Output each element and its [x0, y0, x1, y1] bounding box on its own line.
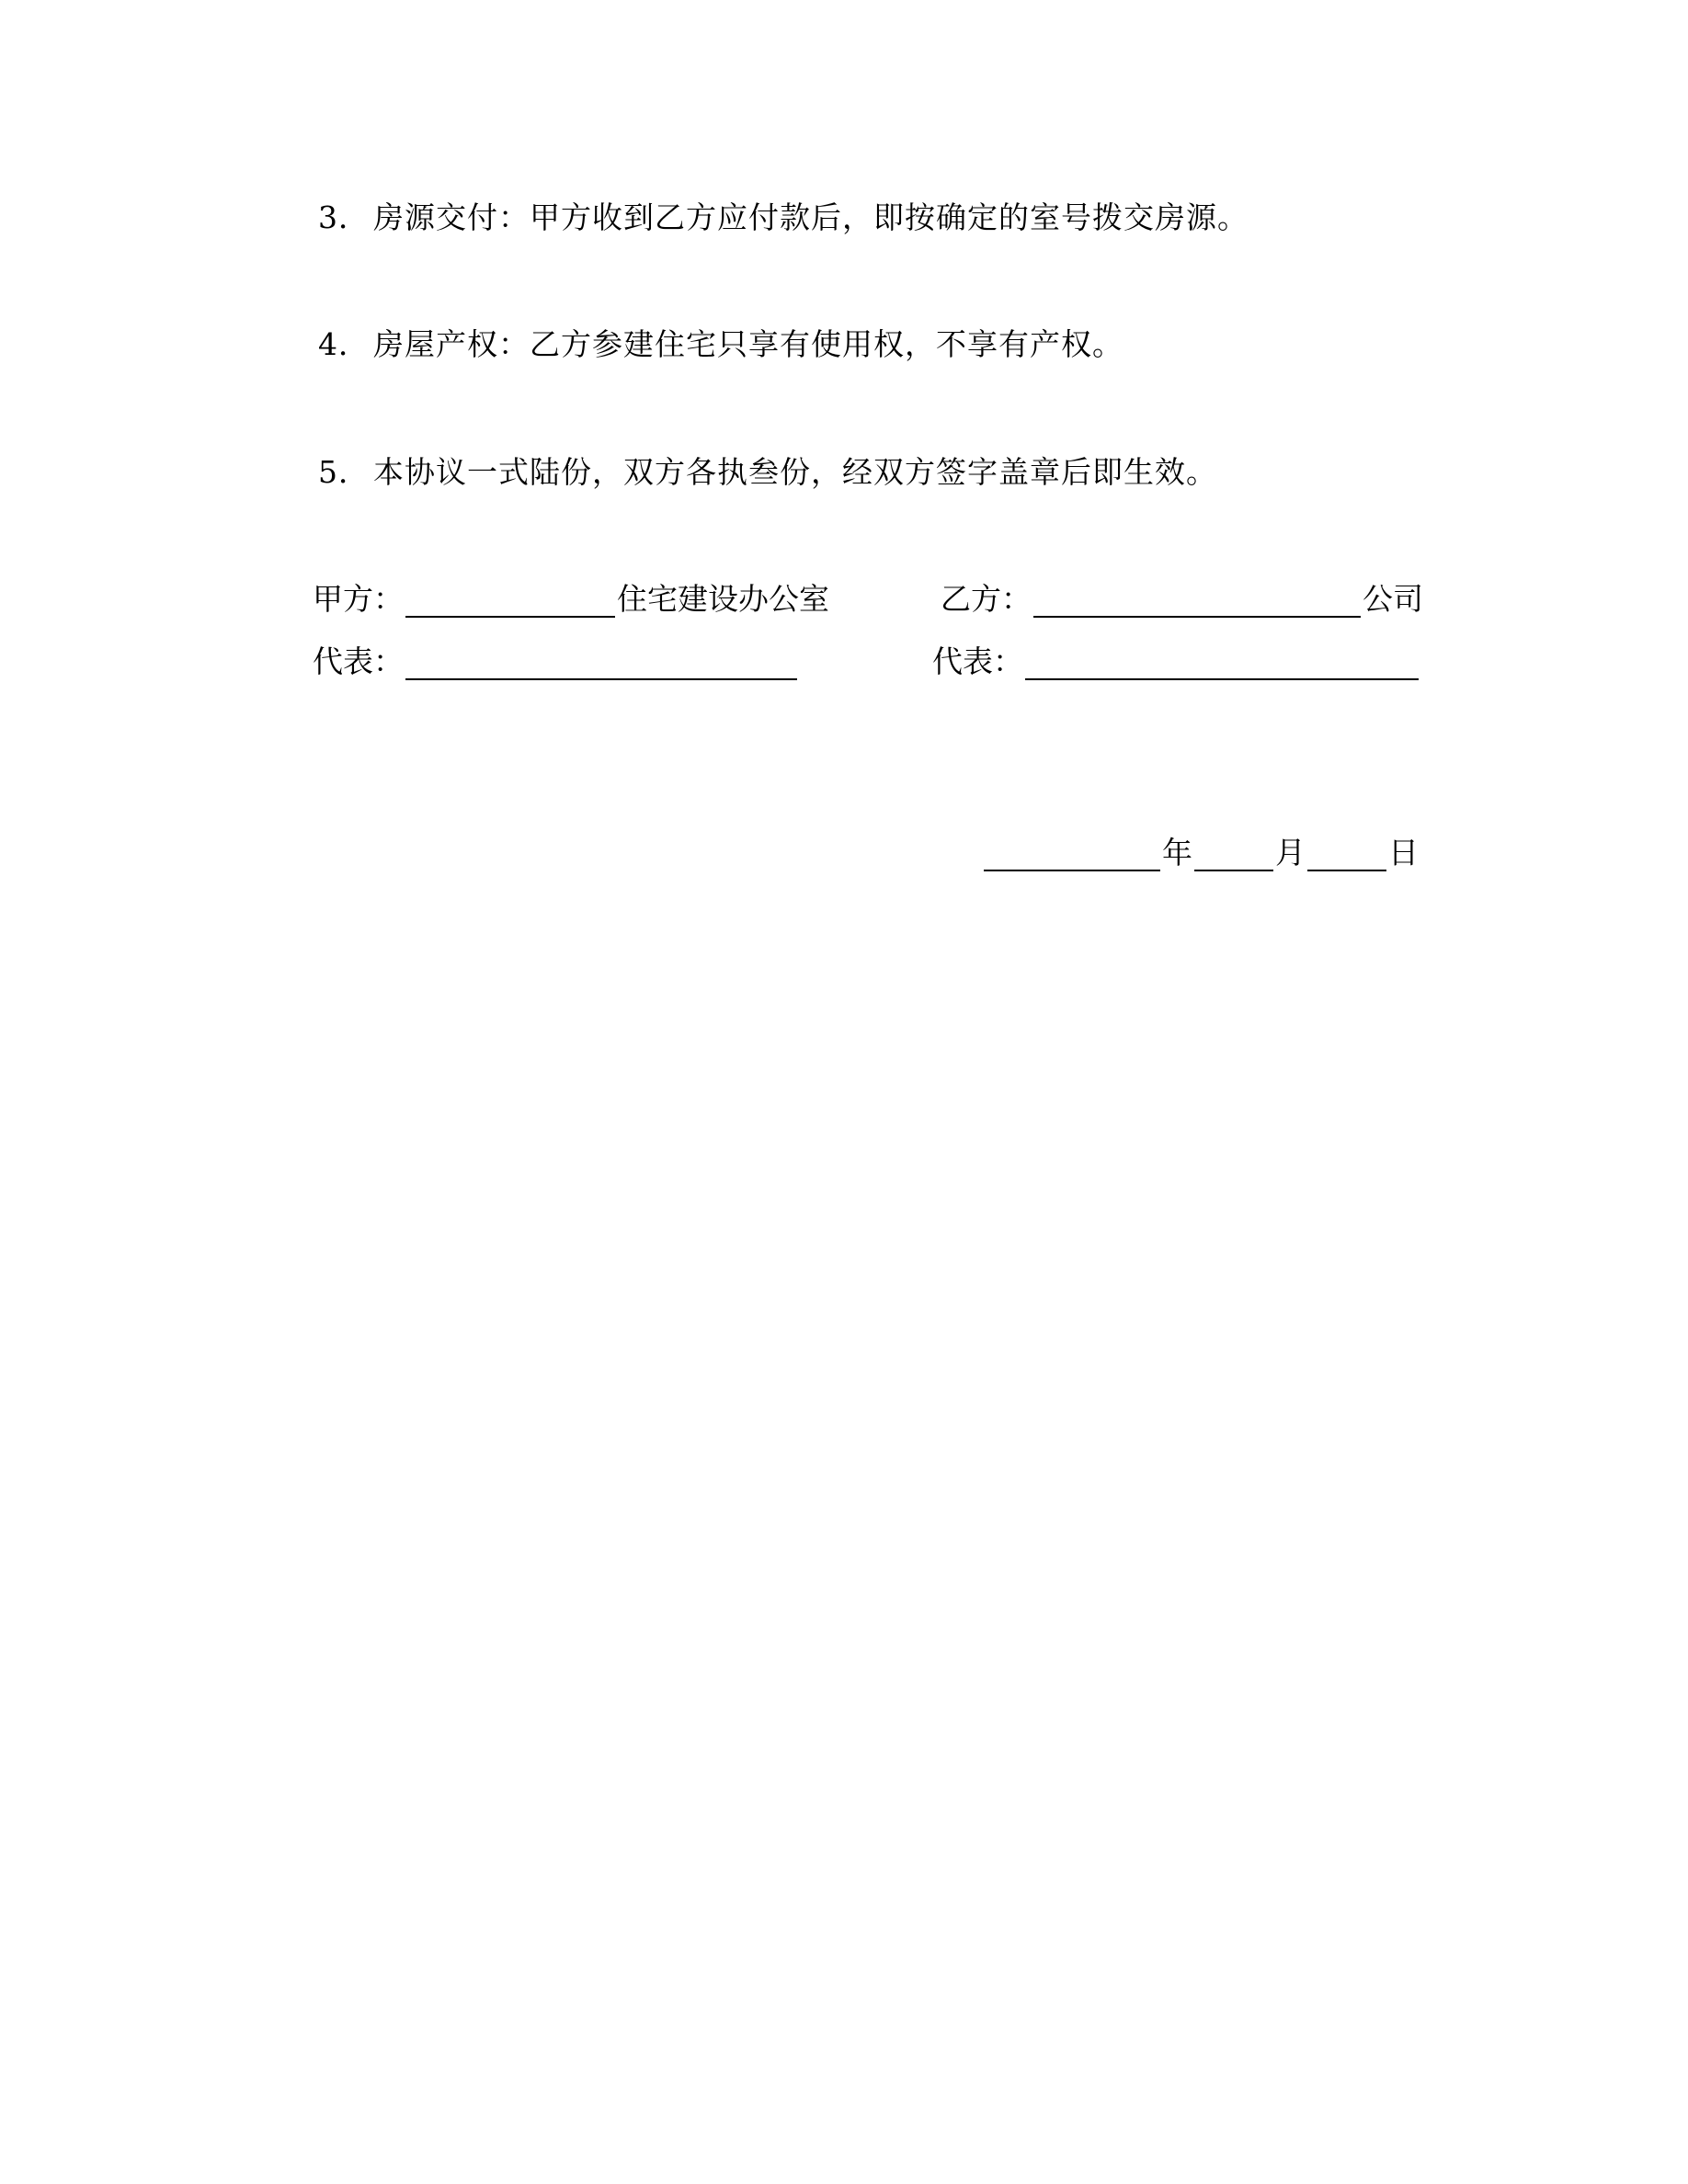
clause-text: 本协议一式陆份，双方各执叁份，经双方签字盖章后即生效。 [373, 454, 1217, 490]
party-b-suffix: 公司 [1363, 581, 1423, 617]
clause-number: 3． [318, 199, 370, 235]
clause-4 [318, 326, 1123, 363]
party-b-name-blank[interactable] [1033, 588, 1361, 618]
year-label: 年 [1162, 835, 1192, 870]
party-b-rep-line [932, 643, 1420, 680]
party-a-rep-label: 代表： [313, 643, 404, 679]
clause-text: 房屋产权：乙方参建住宅只享有使用权，不享有产权。 [373, 326, 1123, 362]
clause-3 [318, 199, 1249, 236]
clause-number: 4． [318, 326, 370, 362]
party-b-rep-label: 代表： [932, 643, 1023, 679]
clause-5 [318, 454, 1217, 491]
clause-number: 5． [318, 454, 370, 490]
month-label: 月 [1275, 835, 1306, 870]
year-blank[interactable] [984, 842, 1160, 871]
party-b-label: 乙方： [941, 581, 1032, 617]
party-a-suffix: 住宅建设办公室 [617, 581, 829, 617]
party-a-name-blank[interactable] [405, 588, 615, 618]
party-a-label: 甲方： [313, 581, 404, 617]
day-blank[interactable] [1307, 842, 1386, 871]
party-b-rep-blank[interactable] [1025, 651, 1419, 680]
party-a-line [313, 581, 829, 618]
party-a-rep-blank[interactable] [405, 651, 797, 680]
party-b-line [941, 581, 1423, 618]
day-label: 日 [1388, 835, 1419, 870]
clause-text: 房源交付：甲方收到乙方应付款后，即按确定的室号拨交房源。 [373, 199, 1249, 235]
date-line [982, 835, 1419, 871]
month-blank[interactable] [1194, 842, 1273, 871]
party-a-rep-line [313, 643, 799, 680]
